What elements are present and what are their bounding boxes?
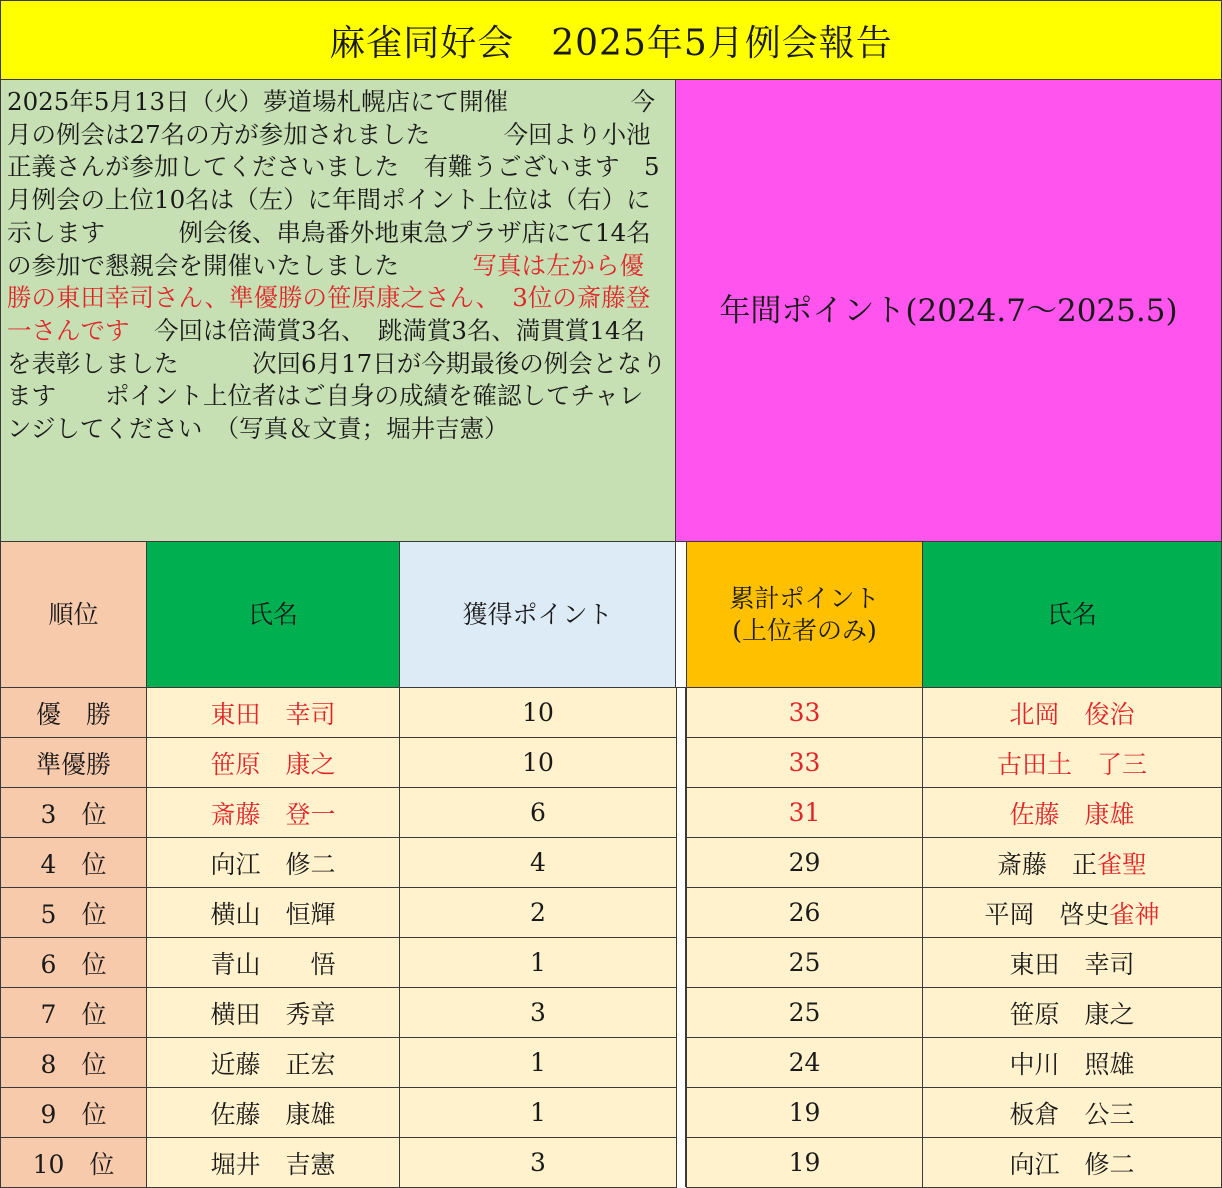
header-points: 獲得ポイント xyxy=(399,541,676,688)
member-name: 笹原 康之 xyxy=(146,737,400,788)
report-title: 麻雀同好会 2025年5月例会報告 xyxy=(0,0,1222,80)
table-row xyxy=(0,1037,1222,1087)
earned-points: 3 xyxy=(399,1137,677,1188)
annual-name-text: 向江 修二 xyxy=(1009,1149,1135,1179)
earned-points: 1 xyxy=(399,1087,677,1138)
annual-member-name xyxy=(922,837,1222,888)
earned-points: 6 xyxy=(399,787,677,838)
rank-cell: 10 位 xyxy=(0,1137,147,1188)
header-annual-name: 氏名 xyxy=(922,541,1222,688)
cumulative-points: 19 xyxy=(686,1137,923,1188)
notice-text: 2025年5月13日（火）夢道場札幌店にて開催 今月の例会は27名の方が参加されました 今回より小池正義さんが参加してくださいました 有難うございます 5月例会の上位10名は（左）に年間ポイント上位は（右）に示します 例会後、串鳥番外地東急プラザ店にて14名の参加で懇親会を開催いたしました xyxy=(7,87,660,280)
earned-points: 1 xyxy=(399,1037,677,1088)
member-name: 向江 修二 xyxy=(146,837,400,888)
earned-points: 4 xyxy=(399,837,677,888)
member-name: 横山 恒輝 xyxy=(146,887,400,938)
title-badge: 雀神 xyxy=(1109,899,1160,929)
annual-member-name xyxy=(922,687,1222,738)
member-name: 佐藤 康雄 xyxy=(146,1087,400,1138)
member-name: 東田 幸司 xyxy=(146,687,400,738)
table-row xyxy=(0,987,1222,1037)
annual-member-name xyxy=(922,987,1222,1038)
header-name: 氏名 xyxy=(146,541,400,688)
rank-cell: 4 位 xyxy=(0,837,147,888)
annual-member-name xyxy=(922,937,1222,988)
table-row xyxy=(0,1137,1222,1187)
annual-member-name xyxy=(922,737,1222,788)
annual-name-text: 斎藤 正 xyxy=(996,849,1097,879)
cumulative-points: 29 xyxy=(686,837,923,888)
rank-cell: 8 位 xyxy=(0,1037,147,1088)
member-name: 堀井 吉憲 xyxy=(146,1137,400,1188)
cumulative-points: 19 xyxy=(686,1087,923,1138)
notice-text-end: 今回は倍満賞3名、 跳満賞3名、満貫賞14名を表彰しました 次回6月17日が今期最後の例会となります ポイント上位者はご自身の成績を確認してチャレンジしてください （写真＆文責；堀井吉憲） xyxy=(7,315,667,444)
annual-member-name xyxy=(922,1137,1222,1188)
rank-cell: 7 位 xyxy=(0,987,147,1038)
member-name: 斎藤 登一 xyxy=(146,787,400,838)
table-row xyxy=(0,737,1222,787)
annual-name-text: 北岡 俊治 xyxy=(1009,699,1135,729)
rank-cell: 優 勝 xyxy=(0,687,147,738)
title-badge: 雀聖 xyxy=(1097,849,1148,879)
annual-points-title: 年間ポイント(2024.7～2025.5) xyxy=(675,79,1222,542)
cumulative-points: 26 xyxy=(686,887,923,938)
cumulative-points: 33 xyxy=(686,687,923,738)
rank-cell: 3 位 xyxy=(0,787,147,838)
table-row xyxy=(0,787,1222,837)
cumulative-points: 25 xyxy=(686,987,923,1038)
earned-points: 1 xyxy=(399,937,677,988)
annual-name-text: 東田 幸司 xyxy=(1009,949,1135,979)
rank-cell: 5 位 xyxy=(0,887,147,938)
rank-cell: 9 位 xyxy=(0,1087,147,1138)
cumulative-points: 25 xyxy=(686,937,923,988)
annual-member-name xyxy=(922,887,1222,938)
table-row xyxy=(0,937,1222,987)
member-name: 横田 秀章 xyxy=(146,987,400,1038)
rank-cell: 準優勝 xyxy=(0,737,147,788)
annual-name-text: 笹原 康之 xyxy=(1009,999,1135,1029)
cumulative-points: 33 xyxy=(686,737,923,788)
cumulative-points: 31 xyxy=(686,787,923,838)
annual-name-text: 佐藤 康雄 xyxy=(1009,799,1135,829)
table-row xyxy=(0,687,1222,737)
annual-name-text: 板倉 公三 xyxy=(1009,1099,1135,1129)
photo-caption: 写真は左から優勝の東田幸司さん、準優勝の笹原康之さん、 3位の斎藤登一さんです xyxy=(7,250,651,345)
earned-points: 10 xyxy=(399,737,677,788)
cumulative-points: 24 xyxy=(686,1037,923,1088)
annual-name-text: 平岡 啓史 xyxy=(984,899,1110,929)
table-row xyxy=(0,1087,1222,1137)
annual-member-name xyxy=(922,1087,1222,1138)
earned-points: 2 xyxy=(399,887,677,938)
earned-points: 3 xyxy=(399,987,677,1038)
table-row xyxy=(0,887,1222,937)
table-row xyxy=(0,837,1222,887)
earned-points: 10 xyxy=(399,687,677,738)
annual-member-name xyxy=(922,1037,1222,1088)
member-name: 近藤 正宏 xyxy=(146,1037,400,1088)
annual-name-text: 中川 照雄 xyxy=(1009,1049,1135,1079)
header-cumulative: 累計ポイント (上位者のみ) xyxy=(686,541,923,688)
annual-name-text: 古田土 了三 xyxy=(996,749,1147,779)
member-name: 青山 悟 xyxy=(146,937,400,988)
header-rank: 順位 xyxy=(0,541,147,688)
rank-cell: 6 位 xyxy=(0,937,147,988)
meeting-notice xyxy=(0,79,676,542)
annual-member-name xyxy=(922,787,1222,838)
